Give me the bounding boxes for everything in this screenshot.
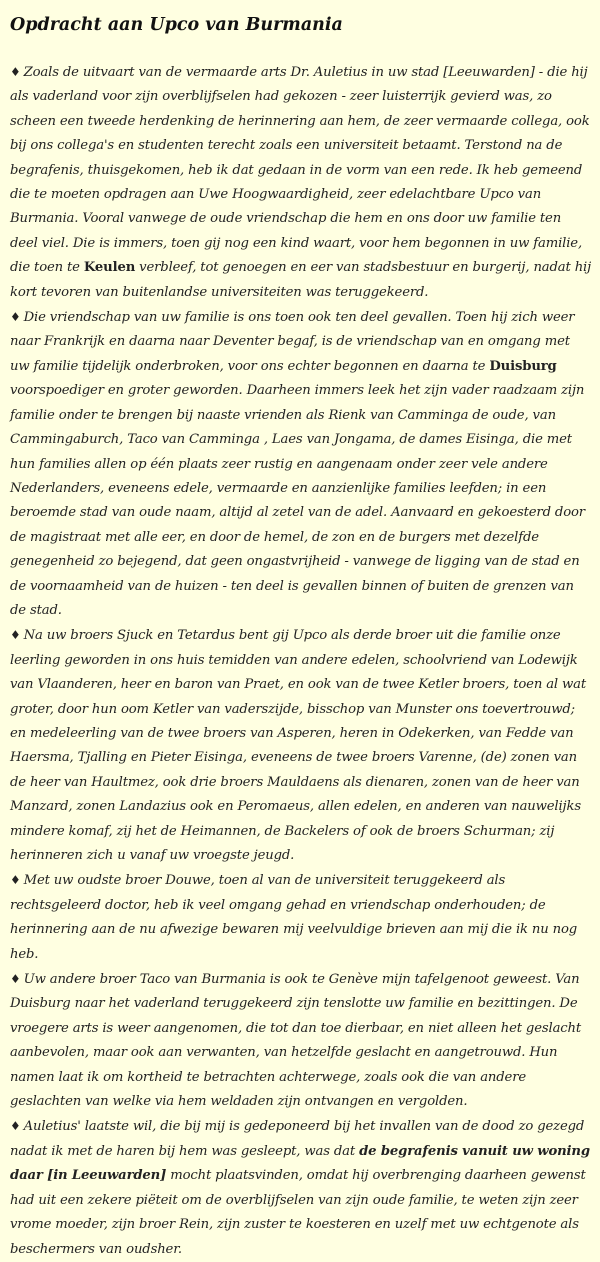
paragraph-text: Die vriendschap van uw familie is ons toen ook ten deel gevallen. Toen hij zich weer naar Frankrijk en daarna naar Deventer begaf, is de vriendschap van en omgang met uw familie tijdelijk onderbroken, voor ons echter begonnen en daarna te xyxy=(10,310,575,374)
diamond-bullet-icon: ♦ xyxy=(10,310,21,325)
emphasis-text: de begrafenis vanuit uw woning daar [in Leeuwarden] xyxy=(10,1143,590,1184)
paragraph-text: Uw andere broer Taco van Burmania is ook te Genève mijn tafelgenoot geweest. Van Duisburg naar het vaderland teruggekeerd zijn tenslotte uw familie en bezittingen. De vroegere arts is weer aangenomen, die tot dan toe dierbaar, en niet alleen het geslacht aanbevolen, maar ook aan verwanten, van hetzelfde geslacht en aangetrouwd. Hun namen laat ik om kortheid te betrachten achterwege, zoals ook die van andere geslachten van welke via hem weldaden zijn ontvangen en vergolden. xyxy=(10,972,582,1110)
diamond-bullet-icon: ♦ xyxy=(10,628,21,643)
diamond-bullet-icon: ♦ xyxy=(10,873,21,888)
paragraph-text: Na uw broers Sjuck en Tetardus bent gij Upco als derde broer uit die familie onze leerling geworden in ons huis temidden van andere edelen, schoolvriend van Lodewijk van Vlaanderen, heer en baron van Praet, en ook van de twee Ketler broers, toen al wat groter, door hun oom Ketler van vaderszijde, bisschop van Munster ons toevertrouwd; en medeleerling van de twee broers van Asperen, heren in Odekerken, van Fedde van Haersma, Tjalling en Pieter Eisinga, eveneens de twee broers Varenne, (de) zonen van de heer van Haultmez, ook drie broers Mauldaens als dienaren, zonen van de heer van Manzard, zonen Landazius ook en Peromaeus, allen edelen, en anderen van nauwelijks mindere komaf, zij het de Heimannen, de Backelers of ook de broers Schurman; zij herinneren zich u vanaf uw vroegste jeugd. xyxy=(10,628,587,863)
page-title: Opdracht aan Upco van Burmania xyxy=(10,15,343,35)
emphasis-text: Keulen xyxy=(83,260,136,276)
paragraph-1 xyxy=(10,60,592,305)
paragraph-text: Zoals de uitvaart van de vermaarde arts Dr. Auletius in uw stad [Leeuwarden] - die hij als vaderland voor zijn overblijfselen had gekozen - zeer luisterrijk gevierd was, zo scheen een tweede herdenking de herinnering aan hem, de zeer vermaarde collega, ook bij ons collega's en studenten terecht zoals een universiteit betaamt. Terstond na de begrafenis, thuisgekomen, heb ik dat gedaan in de vorm van een rede. Ik heb gemeend die te moeten opdragen aan Uwe Hoogwaardigheid, zeer edelachtbare Upco van Burmania. Vooral vanwege de oude vriendschap die hem en ons door uw familie ten deel viel. Die is immers, toen gij nog een kind waart, voor hem begonnen in uw familie, die toen te xyxy=(10,65,590,276)
paragraph-4 xyxy=(10,868,592,967)
paragraph-text: voorspoediger en groter geworden. Daarheen immers leek het zijn vader raadzaam zijn familie onder te brengen bij naaste vrienden als Rienk van Camminga de oude, van Cammingaburch, Taco van Camminga , Laes van Jongama, de dames Eisinga, die met hun families allen op één plaats zeer rustig en aangenaam onder zeer vele andere Nederlanders, eveneens edele, vermaarde en aanzienlijke families leefden; in een beroemde stad van oude naam, altijd al zetel van de adel. Aanvaard en gekoesterd door de magistraat met alle eer, en door de hemel, de zon en de burgers met dezelfde genegenheid zo bejegend, dat geen ongastvrijheid - vanwege de ligging van de stad en de voornaamheid van de huizen - ten deel is gevallen binnen of buiten de grenzen van de stad. xyxy=(10,383,585,618)
paragraph-text: mocht plaatsvinden, omdat hij overbrenging daarheen gewenst had uit een zekere piëteit om de overblijfselen van zijn oude familie, te weten zijn zeer vrome moeder, zijn broer Rein, zijn zuster te koesteren en uzelf met uw echtgenote als beschermers van oudsher. xyxy=(10,1168,586,1257)
paragraph-text: Met uw oudste broer Douwe, toen al van de universiteit teruggekeerd als rechtsgeleerd doctor, heb ik veel omgang gehad en vriendschap onderhouden; de herinnering aan de nu afwezige bewaren mij veelvuldige brieven aan mij die ik nu nog heb. xyxy=(10,873,578,962)
diamond-bullet-icon: ♦ xyxy=(10,65,21,79)
diamond-bullet-icon: ♦ xyxy=(10,972,21,987)
paragraph-3 xyxy=(10,623,592,868)
paragraph-text: Auletius' laatste wil, die bij mij is gedeponeerd bij het invallen van de dood zo gezegd nadat ik met de haren bij hem was gesleept, was dat xyxy=(10,1119,585,1159)
emphasis-text: Duisburg xyxy=(489,358,557,374)
paragraph-text: verbleef, tot genoegen en eer van stadsbestuur en burgerij, nadat hij kort tevoren van buitenlandse universiteiten was teruggekeerd. xyxy=(10,260,592,300)
paragraph-5 xyxy=(10,967,592,1114)
diamond-bullet-icon: ♦ xyxy=(10,1119,21,1134)
paragraph-2 xyxy=(10,305,592,623)
paragraph-6 xyxy=(10,1114,592,1261)
